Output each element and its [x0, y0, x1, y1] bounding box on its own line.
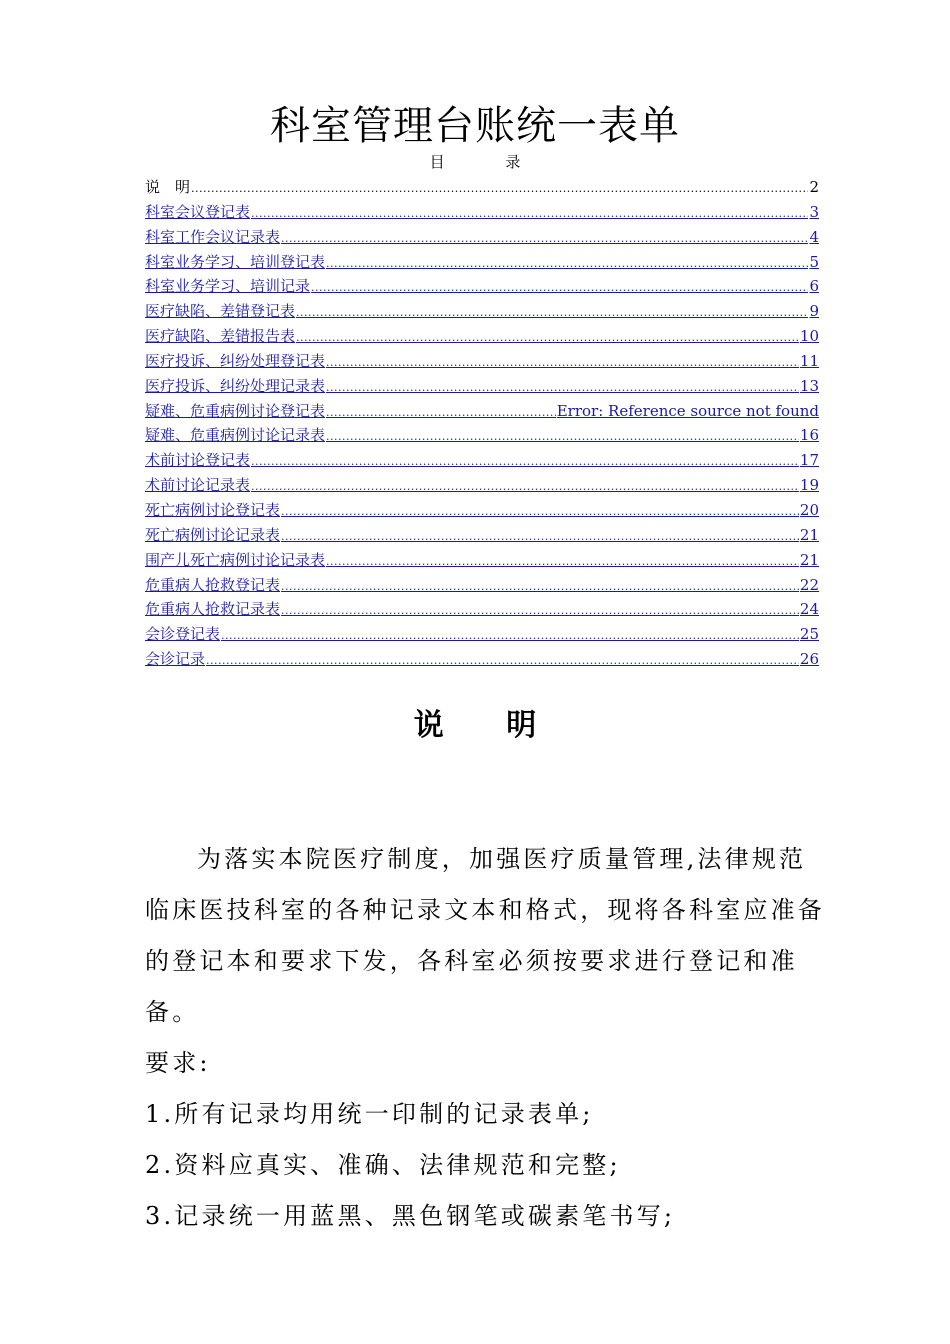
toc-entry-label: 科室业务学习、培训记录 [145, 277, 311, 296]
document-title: 科室管理台账统一表单 [270, 103, 680, 149]
section-title: 说 明 [413, 708, 563, 743]
toc-entry-label: 疑难、危重病例讨论登记表 [145, 401, 326, 420]
requirement-item: 1.所有记录均用统一印制的记录表单; [145, 1100, 594, 1128]
toc-entry-page: 2 [809, 178, 819, 196]
toc-entry-label: 会诊记录 [145, 650, 206, 669]
toc-entry-page: 19 [799, 476, 819, 495]
toc-entry[interactable] [145, 376, 819, 401]
toc-entry-page: 21 [799, 550, 819, 569]
toc-entry-label: 死亡病例讨论记录表 [145, 525, 281, 544]
toc-dot-leader [281, 502, 799, 522]
toc-entry-page: 11 [799, 351, 819, 370]
table-of-contents [145, 177, 819, 674]
toc-dot-leader [326, 552, 799, 572]
toc-entry[interactable] [145, 649, 819, 674]
toc-entry[interactable] [145, 326, 819, 351]
toc-dot-leader [326, 427, 799, 447]
toc-dot-leader [311, 278, 808, 298]
toc-entry-page: 4 [809, 227, 819, 246]
toc-dot-leader [221, 626, 799, 646]
toc-entry[interactable] [145, 351, 819, 376]
toc-entry-label: 围产儿死亡病例讨论记录表 [145, 550, 326, 569]
toc-entry-page: 13 [799, 376, 819, 395]
toc-entry-label: 医疗缺陷、差错报告表 [145, 327, 296, 346]
toc-entry[interactable] [145, 276, 819, 301]
toc-dot-leader [251, 477, 799, 497]
toc-entry[interactable] [145, 599, 819, 624]
toc-entry-label: 术前讨论登记表 [145, 451, 251, 470]
toc-heading: 目 录 [429, 153, 549, 171]
toc-entry-page: 22 [799, 575, 819, 594]
toc-entry-label: 死亡病例讨论登记表 [145, 500, 281, 519]
toc-entry-page: 25 [799, 625, 819, 644]
toc-dot-leader [281, 229, 808, 249]
toc-entry-label: 术前讨论记录表 [145, 476, 251, 495]
toc-entry[interactable] [145, 624, 819, 649]
toc-entry-page: 5 [809, 252, 819, 271]
toc-entry[interactable] [145, 202, 819, 227]
toc-entry-label: 医疗投诉、纠纷处理记录表 [145, 376, 326, 395]
toc-entry[interactable] [145, 450, 819, 475]
toc-entry[interactable] [145, 425, 819, 450]
toc-entry-page: 21 [799, 525, 819, 544]
toc-entry-page: 20 [799, 500, 819, 519]
requirements-label: 要求: [145, 1049, 211, 1077]
toc-entry[interactable] [145, 227, 819, 252]
toc-dot-leader [251, 452, 799, 472]
toc-entry-label: 危重病人抢救记录表 [145, 600, 281, 619]
toc-dot-leader [281, 577, 799, 597]
toc-entry-page: 24 [799, 600, 819, 619]
toc-entry-label: 科室业务学习、培训登记表 [145, 252, 326, 271]
toc-entry[interactable] [145, 550, 819, 575]
toc-dot-leader [326, 403, 556, 423]
toc-dot-leader [281, 527, 799, 547]
toc-dot-leader [251, 204, 808, 224]
toc-dot-leader [326, 254, 808, 274]
toc-entry-page: 3 [809, 202, 819, 221]
toc-dot-leader [326, 353, 799, 373]
toc-entry-page: 16 [799, 426, 819, 445]
toc-entry [145, 177, 819, 202]
toc-entry-label: 危重病人抢救登记表 [145, 575, 281, 594]
requirement-item: 2.资料应真实、准确、法律规范和完整; [145, 1151, 621, 1179]
toc-entry-page: 6 [809, 277, 819, 296]
toc-dot-leader [326, 378, 799, 398]
toc-entry-label: 医疗投诉、纠纷处理登记表 [145, 351, 326, 370]
toc-entry-label: 会诊登记表 [145, 625, 221, 644]
toc-dot-leader [206, 651, 799, 671]
requirement-item: 3.记录统一用蓝黑、黑色钢笔或碳素笔书写; [145, 1202, 676, 1230]
toc-entry[interactable] [145, 301, 819, 326]
toc-entry[interactable] [145, 500, 819, 525]
toc-entry-label: 疑难、危重病例讨论记录表 [145, 426, 326, 445]
toc-entry-label: 说 明 [145, 178, 191, 196]
toc-dot-leader [191, 179, 808, 199]
toc-dot-leader [296, 303, 808, 323]
toc-entry[interactable] [145, 575, 819, 600]
toc-entry[interactable] [145, 401, 819, 426]
toc-entry[interactable] [145, 475, 819, 500]
toc-entry-page: 26 [799, 650, 819, 669]
toc-entry[interactable] [145, 252, 819, 277]
section-body [145, 834, 825, 1242]
intro-paragraph: 为落实本院医疗制度，加强医疗质量管理,法律规范临床医技科室的各种记录文本和格式，现将各科室应准备的登记本和要求下发，各科室必须按要求进行登记和准备。 [145, 845, 825, 1026]
toc-dot-leader [281, 601, 799, 621]
toc-entry-label: 医疗缺陷、差错登记表 [145, 302, 296, 321]
toc-entry-page: 17 [799, 451, 819, 470]
toc-entry[interactable] [145, 525, 819, 550]
toc-entry-label: 科室会议登记表 [145, 202, 251, 221]
toc-entry-label: 科室工作会议记录表 [145, 227, 281, 246]
toc-dot-leader [296, 328, 799, 348]
toc-entry-page: 10 [799, 327, 819, 346]
toc-entry-page: Error: Reference source not found [556, 401, 819, 420]
toc-entry-page: 9 [809, 302, 819, 321]
